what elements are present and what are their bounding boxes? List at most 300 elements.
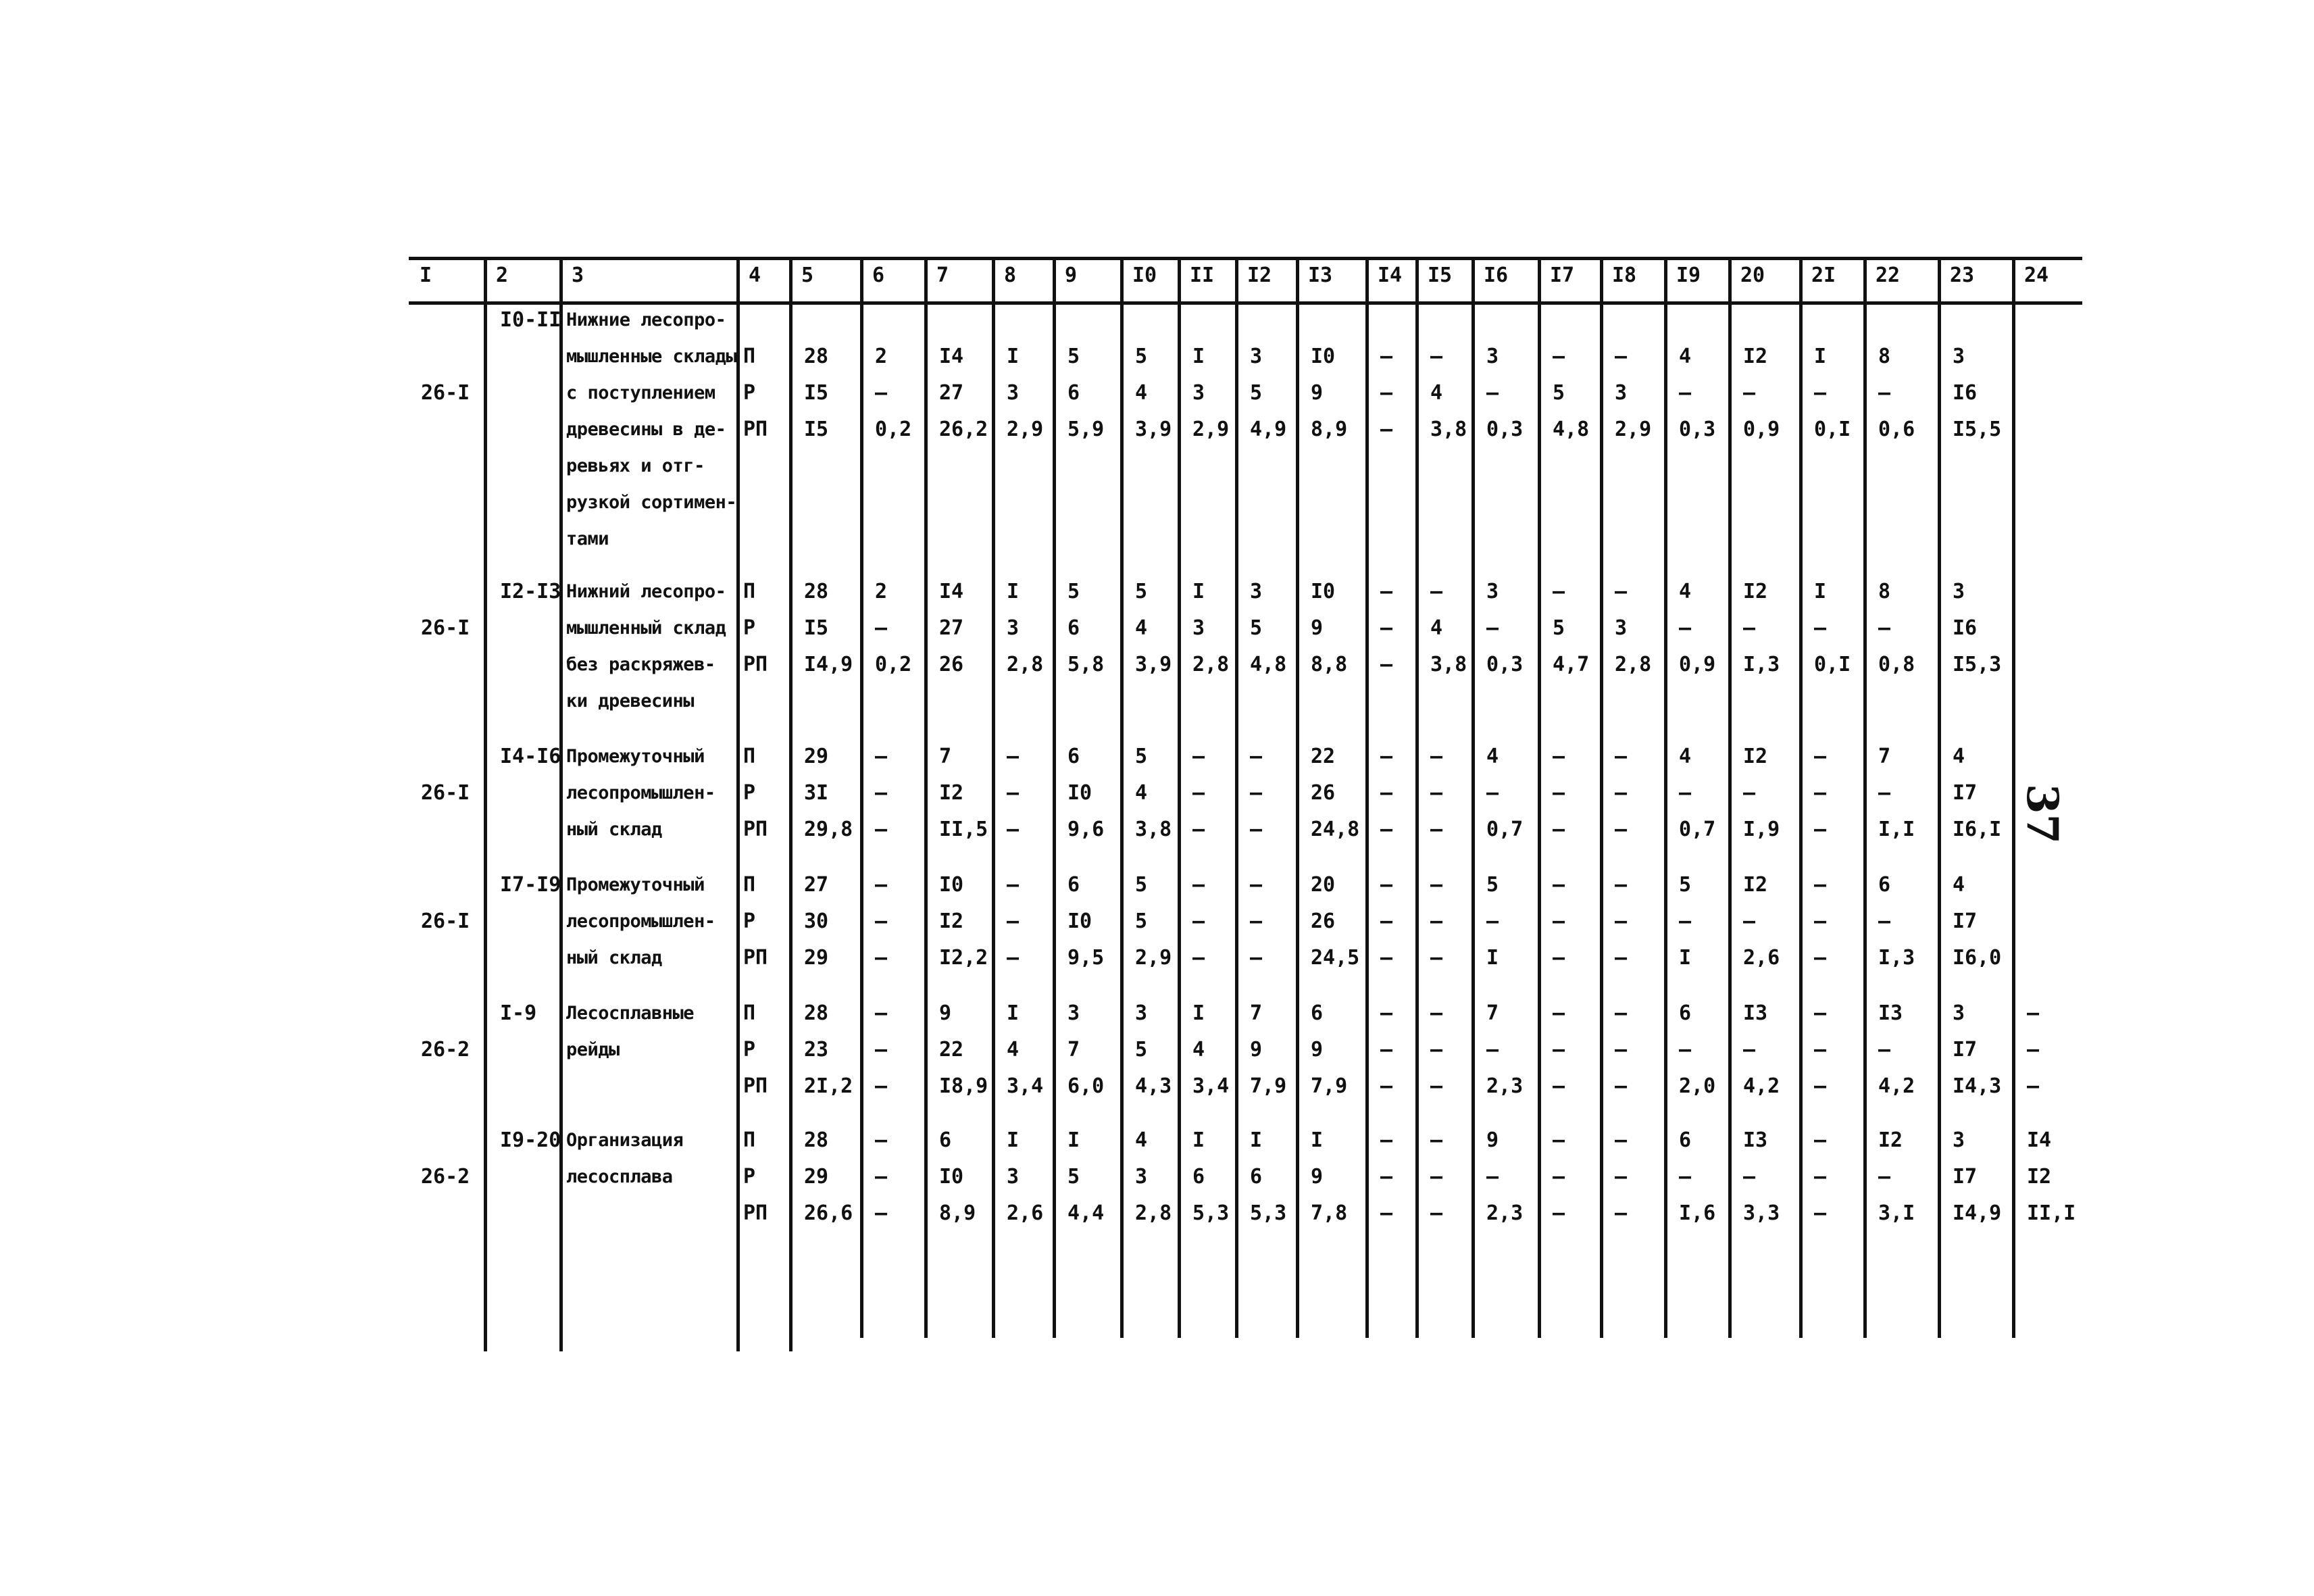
value-cell: I7 [1953, 1038, 1978, 1062]
column-rule-18 [1664, 257, 1667, 1338]
value-cell: – [1007, 781, 1020, 805]
value-cell: I,3 [1878, 946, 1915, 970]
row-range: I-9 [500, 1001, 537, 1025]
object-name-line: Нижний лесопро- [566, 581, 726, 602]
value-cell: 0,9 [1743, 418, 1780, 441]
value-cell: – [1430, 1201, 1443, 1225]
value-cell: 5 [1067, 580, 1080, 603]
object-name-line: древесины в де- [566, 419, 726, 440]
value-cell: 20 [1311, 873, 1336, 897]
value-cell: 9 [1311, 381, 1324, 405]
value-cell: 24,5 [1311, 946, 1360, 970]
value-cell: – [1430, 873, 1443, 897]
column-header: 9 [1065, 264, 1078, 287]
column-rule-21 [1863, 257, 1867, 1338]
value-cell: – [1814, 781, 1827, 805]
value-cell: – [1615, 1128, 1628, 1152]
value-cell: 5 [1553, 381, 1565, 405]
value-cell: I [1814, 345, 1827, 368]
value-cell: I4,3 [1953, 1074, 2002, 1098]
value-cell: – [1615, 1165, 1628, 1189]
value-cell: 2,8 [1192, 653, 1230, 676]
value-cell: 4 [1953, 745, 1965, 768]
value-cell: 7 [939, 745, 952, 768]
value-cell: I4 [939, 345, 964, 368]
object-name-line: с поступлением [566, 382, 715, 403]
value-cell: – [875, 873, 888, 897]
value-cell: – [1430, 781, 1443, 805]
value-cell: 2 [875, 345, 888, 368]
value-cell: – [1743, 1165, 1756, 1189]
value-cell: – [2027, 1038, 2040, 1062]
value-cell: – [1250, 909, 1263, 933]
value-cell: – [1430, 1001, 1443, 1025]
value-cell: I0 [1067, 781, 1092, 805]
value-cell: – [1553, 1201, 1565, 1225]
value-cell: 29,8 [804, 818, 853, 841]
value-cell: I5 [804, 418, 829, 441]
value-cell: – [1380, 418, 1393, 441]
column-header: I [420, 264, 432, 287]
value-cell: – [875, 781, 888, 805]
column-header: I6 [1484, 264, 1509, 287]
table-top-rule [409, 257, 2082, 260]
value-cell: – [1615, 345, 1628, 368]
value-cell: I [1486, 946, 1499, 970]
value-cell: – [1553, 818, 1565, 841]
value-cell: I4 [2027, 1128, 2052, 1152]
column-rule-9 [1120, 257, 1124, 1338]
value-cell: – [1486, 1165, 1499, 1189]
column-rule-20 [1799, 257, 1803, 1338]
value-cell: 0,8 [1878, 653, 1915, 676]
value-cell: 2,3 [1486, 1201, 1524, 1225]
value-cell: – [1553, 1128, 1565, 1152]
value-cell: I [1311, 1128, 1324, 1152]
value-cell: I7 [1953, 781, 1978, 805]
column-header: 4 [749, 264, 761, 287]
value-cell: – [1743, 909, 1756, 933]
value-cell: – [1486, 616, 1499, 640]
value-cell: – [1430, 745, 1443, 768]
value-cell: 7 [1067, 1038, 1080, 1062]
value-cell: 7,8 [1311, 1201, 1348, 1225]
value-cell: – [1814, 1074, 1827, 1098]
value-cell: I2,2 [939, 946, 988, 970]
value-cell: 2,8 [1615, 653, 1652, 676]
value-cell: II,5 [939, 818, 988, 841]
value-cell: I4,9 [1953, 1201, 2002, 1225]
value-cell: 4 [1679, 745, 1692, 768]
value-cell: I [1192, 580, 1205, 603]
value-cell: – [875, 1128, 888, 1152]
object-name-line: Лесосплавные [566, 1003, 695, 1024]
value-cell: I,6 [1679, 1201, 1716, 1225]
object-name-line: Организация [566, 1130, 684, 1151]
column-rule-2 [559, 257, 563, 1351]
value-cell: 3I [804, 781, 829, 805]
value-cell: 5 [1250, 381, 1263, 405]
value-cell: 3 [1250, 345, 1263, 368]
value-cell: 8,8 [1311, 653, 1348, 676]
value-cell: – [1878, 1038, 1891, 1062]
value-cell: – [1380, 781, 1393, 805]
standard-code: 26-I [421, 781, 470, 805]
value-cell: 2,9 [1615, 418, 1652, 441]
value-cell: I [1250, 1128, 1263, 1152]
value-cell: – [1430, 1165, 1443, 1189]
value-cell: 3,8 [1430, 653, 1467, 676]
value-cell: – [1615, 946, 1628, 970]
column-rule-15 [1472, 257, 1475, 1338]
value-cell: – [875, 946, 888, 970]
value-cell: 28 [804, 1128, 829, 1152]
value-cell: 3 [1135, 1165, 1148, 1189]
object-name-line: лесосплава [566, 1166, 673, 1187]
value-cell: 28 [804, 580, 829, 603]
value-cell: – [875, 1001, 888, 1025]
value-cell: 2,8 [1007, 653, 1044, 676]
object-name-line: ный склад [566, 947, 662, 968]
value-cell: – [1743, 381, 1756, 405]
value-cell: 3 [1486, 345, 1499, 368]
value-cell: 3,8 [1135, 818, 1172, 841]
value-cell: 0,6 [1878, 418, 1915, 441]
value-cell: – [1814, 1001, 1827, 1025]
value-cell: I5,5 [1953, 418, 2002, 441]
value-cell: 0,2 [875, 653, 912, 676]
value-cell: 28 [804, 1001, 829, 1025]
value-cell: – [875, 1074, 888, 1098]
value-cell: I2 [1743, 745, 1768, 768]
value-cell: – [1430, 580, 1443, 603]
column-rule-13 [1365, 257, 1369, 1338]
value-cell: – [1486, 1038, 1499, 1062]
value-cell: – [875, 616, 888, 640]
value-cell: 3 [1953, 1128, 1965, 1152]
value-cell: – [1553, 580, 1565, 603]
value-cell: 4,3 [1135, 1074, 1172, 1098]
value-cell: I,I [1878, 818, 1915, 841]
value-cell: 3 [1192, 616, 1205, 640]
value-cell: – [1615, 580, 1628, 603]
value-cell: 26 [939, 653, 964, 676]
value-cell: 4 [1135, 1128, 1148, 1152]
value-cell: 4 [1135, 781, 1148, 805]
value-cell: 8 [1878, 580, 1891, 603]
value-cell: 4 [1430, 616, 1443, 640]
value-cell: – [1380, 745, 1393, 768]
value-cell: 6,0 [1067, 1074, 1105, 1098]
value-cell: 30 [804, 909, 829, 933]
value-cell: 3,3 [1743, 1201, 1780, 1225]
value-cell: II,I [2027, 1201, 2076, 1225]
value-cell: 0,2 [875, 418, 912, 441]
column-header: I0 [1132, 264, 1157, 287]
value-cell: 5 [1067, 1165, 1080, 1189]
value-cell: 6 [1679, 1128, 1692, 1152]
value-cell: I [1067, 1128, 1080, 1152]
row-type-label: РП [743, 1201, 768, 1225]
value-cell: – [875, 1201, 888, 1225]
row-type-label: Р [743, 1038, 756, 1062]
value-cell: 4 [1135, 381, 1148, 405]
value-cell: 0,7 [1486, 818, 1524, 841]
value-cell: – [1743, 781, 1756, 805]
value-cell: I6 [1953, 381, 1978, 405]
value-cell: 4 [1430, 381, 1443, 405]
page-number: 37 [2017, 784, 2067, 845]
value-cell: – [1192, 745, 1205, 768]
value-cell: – [1380, 653, 1393, 676]
column-rule-14 [1415, 257, 1419, 1338]
value-cell: 3 [1953, 345, 1965, 368]
row-type-label: П [743, 1128, 756, 1152]
row-type-label: П [743, 580, 756, 603]
value-cell: 0,9 [1679, 653, 1716, 676]
value-cell: – [875, 745, 888, 768]
value-cell: 0,7 [1679, 818, 1716, 841]
row-range: I2-I3 [500, 580, 561, 603]
value-cell: – [1380, 616, 1393, 640]
value-cell: – [1615, 873, 1628, 897]
value-cell: – [2027, 1074, 2040, 1098]
value-cell: I [1192, 1001, 1205, 1025]
row-type-label: Р [743, 909, 756, 933]
object-name-line: тами [566, 528, 609, 549]
value-cell: 28 [804, 345, 829, 368]
value-cell: 26 [1311, 909, 1336, 933]
value-cell: 4 [1953, 873, 1965, 897]
column-rule-23 [2012, 257, 2015, 1338]
value-cell: 7 [1250, 1001, 1263, 1025]
value-cell: – [1878, 1165, 1891, 1189]
value-cell: I [1007, 345, 1020, 368]
value-cell: – [1380, 1128, 1393, 1152]
value-cell: – [1679, 909, 1692, 933]
value-cell: 9 [1486, 1128, 1499, 1152]
column-header: I4 [1378, 264, 1403, 287]
value-cell: – [1380, 1074, 1393, 1098]
value-cell: – [1553, 1038, 1565, 1062]
value-cell: – [1814, 873, 1827, 897]
value-cell: 3 [1007, 616, 1020, 640]
value-cell: 5 [1553, 616, 1565, 640]
value-cell: – [1814, 1201, 1827, 1225]
value-cell: I [1007, 580, 1020, 603]
value-cell: 9,5 [1067, 946, 1105, 970]
value-cell: – [1007, 745, 1020, 768]
value-cell: – [1553, 781, 1565, 805]
value-cell: – [1192, 818, 1205, 841]
column-rule-6 [924, 257, 928, 1338]
column-rule-7 [992, 257, 995, 1338]
value-cell: – [1814, 745, 1827, 768]
value-cell: 9 [1311, 1165, 1324, 1189]
value-cell: – [1380, 1038, 1393, 1062]
value-cell: – [875, 818, 888, 841]
value-cell: 24,8 [1311, 818, 1360, 841]
row-type-label: П [743, 873, 756, 897]
value-cell: 6 [1192, 1165, 1205, 1189]
value-cell: I6,I [1953, 818, 2002, 841]
value-cell: 3,I [1878, 1201, 1915, 1225]
value-cell: – [1486, 781, 1499, 805]
value-cell: – [875, 381, 888, 405]
value-cell: – [1679, 1165, 1692, 1189]
value-cell: 6 [1311, 1001, 1324, 1025]
value-cell: I2 [1743, 345, 1768, 368]
row-range: I4-I6 [500, 745, 561, 768]
object-name-line: лесопромышлен- [566, 911, 715, 932]
value-cell: I [1007, 1001, 1020, 1025]
value-cell: 5 [1067, 345, 1080, 368]
value-cell: 3,8 [1430, 418, 1467, 441]
column-header: 23 [1950, 264, 1975, 287]
value-cell: 7,9 [1311, 1074, 1348, 1098]
value-cell: I5 [804, 381, 829, 405]
row-type-label: Р [743, 1165, 756, 1189]
value-cell: 4 [1679, 345, 1692, 368]
value-cell: I7 [1953, 909, 1978, 933]
column-rule-3 [736, 257, 740, 1351]
column-rule-17 [1600, 257, 1603, 1338]
value-cell: 3 [1615, 616, 1628, 640]
value-cell: 6 [939, 1128, 952, 1152]
value-cell: I2 [1743, 873, 1768, 897]
value-cell: I2 [939, 781, 964, 805]
row-range: I0-II [500, 308, 561, 332]
value-cell: – [1553, 909, 1565, 933]
value-cell: 4 [1007, 1038, 1020, 1062]
value-cell: 6 [1067, 381, 1080, 405]
value-cell: – [1743, 616, 1756, 640]
value-cell: 0,3 [1486, 418, 1524, 441]
value-cell: 3,9 [1135, 418, 1172, 441]
column-header: 22 [1876, 264, 1901, 287]
value-cell: 2I,2 [804, 1074, 853, 1098]
value-cell: 22 [939, 1038, 964, 1062]
row-type-label: П [743, 745, 756, 768]
value-cell: 9,6 [1067, 818, 1105, 841]
value-cell: – [2027, 1001, 2040, 1025]
value-cell: – [1814, 1165, 1827, 1189]
value-cell: 3 [1007, 381, 1020, 405]
value-cell: – [1814, 1038, 1827, 1062]
value-cell: I0 [939, 1165, 964, 1189]
column-rule-22 [1938, 257, 1941, 1338]
value-cell: I3 [1743, 1001, 1768, 1025]
value-cell: I0 [1311, 345, 1336, 368]
object-name-line: лесопромышлен- [566, 782, 715, 803]
standard-code: 26-2 [421, 1038, 470, 1062]
value-cell: 4 [1192, 1038, 1205, 1062]
value-cell: – [1878, 909, 1891, 933]
column-rule-4 [789, 257, 793, 1351]
value-cell: 7,9 [1250, 1074, 1287, 1098]
value-cell: 26,6 [804, 1201, 853, 1225]
column-header: 6 [872, 264, 885, 287]
value-cell: I2 [939, 909, 964, 933]
value-cell: 4,7 [1553, 653, 1590, 676]
value-cell: – [1192, 946, 1205, 970]
value-cell: 3,4 [1007, 1074, 1044, 1098]
value-cell: – [1007, 946, 1020, 970]
value-cell: I [1007, 1128, 1020, 1152]
value-cell: 2,9 [1007, 418, 1044, 441]
column-header: I8 [1612, 264, 1637, 287]
value-cell: – [875, 1165, 888, 1189]
column-header: 24 [2024, 264, 2049, 287]
row-type-label: Р [743, 381, 756, 405]
column-rule-5 [860, 257, 863, 1338]
header-bottom-rule [409, 301, 2082, 305]
value-cell: 8 [1878, 345, 1891, 368]
object-name-line: мышленный склад [566, 618, 726, 639]
value-cell: 8,9 [1311, 418, 1348, 441]
object-name-line: рузкой сортимен- [566, 492, 737, 513]
value-cell: 0,3 [1486, 653, 1524, 676]
value-cell: I2 [2027, 1165, 2052, 1189]
value-cell: 9 [1311, 1038, 1324, 1062]
value-cell: I4,9 [804, 653, 853, 676]
value-cell: – [1380, 909, 1393, 933]
value-cell: – [1430, 818, 1443, 841]
value-cell: I0 [1311, 580, 1336, 603]
value-cell: – [1553, 1001, 1565, 1025]
value-cell: – [1486, 381, 1499, 405]
value-cell: 2,6 [1743, 946, 1780, 970]
value-cell: – [1380, 873, 1393, 897]
value-cell: 6 [1067, 745, 1080, 768]
value-cell: – [875, 909, 888, 933]
value-cell: 5 [1679, 873, 1692, 897]
value-cell: 29 [804, 745, 829, 768]
value-cell: I [1679, 946, 1692, 970]
value-cell: 2,9 [1192, 418, 1230, 441]
value-cell: – [1007, 818, 1020, 841]
value-cell: – [1615, 1074, 1628, 1098]
value-cell: 4,8 [1553, 418, 1590, 441]
value-cell: I5,3 [1953, 653, 2002, 676]
value-cell: I,9 [1743, 818, 1780, 841]
column-rule-12 [1296, 257, 1299, 1338]
value-cell: – [1553, 1165, 1565, 1189]
value-cell: I [1192, 1128, 1205, 1152]
value-cell: I8,9 [939, 1074, 988, 1098]
value-cell: 27 [804, 873, 829, 897]
row-type-label: РП [743, 653, 768, 676]
value-cell: 5 [1486, 873, 1499, 897]
value-cell: – [1615, 1038, 1628, 1062]
value-cell: – [1814, 1128, 1827, 1152]
value-cell: 6 [1067, 616, 1080, 640]
row-type-label: Р [743, 781, 756, 805]
object-name-line: Нижние лесопро- [566, 309, 726, 330]
value-cell: 9 [1250, 1038, 1263, 1062]
value-cell: – [1380, 818, 1393, 841]
value-cell: – [1679, 781, 1692, 805]
value-cell: – [1380, 381, 1393, 405]
value-cell: 4,2 [1743, 1074, 1780, 1098]
value-cell: 6 [1878, 873, 1891, 897]
value-cell: – [1250, 781, 1263, 805]
object-name-line: рейды [566, 1039, 620, 1060]
value-cell: – [1615, 1001, 1628, 1025]
value-cell: 6 [1679, 1001, 1692, 1025]
value-cell: – [1380, 1165, 1393, 1189]
object-name-line: мышленные склады [566, 346, 737, 367]
